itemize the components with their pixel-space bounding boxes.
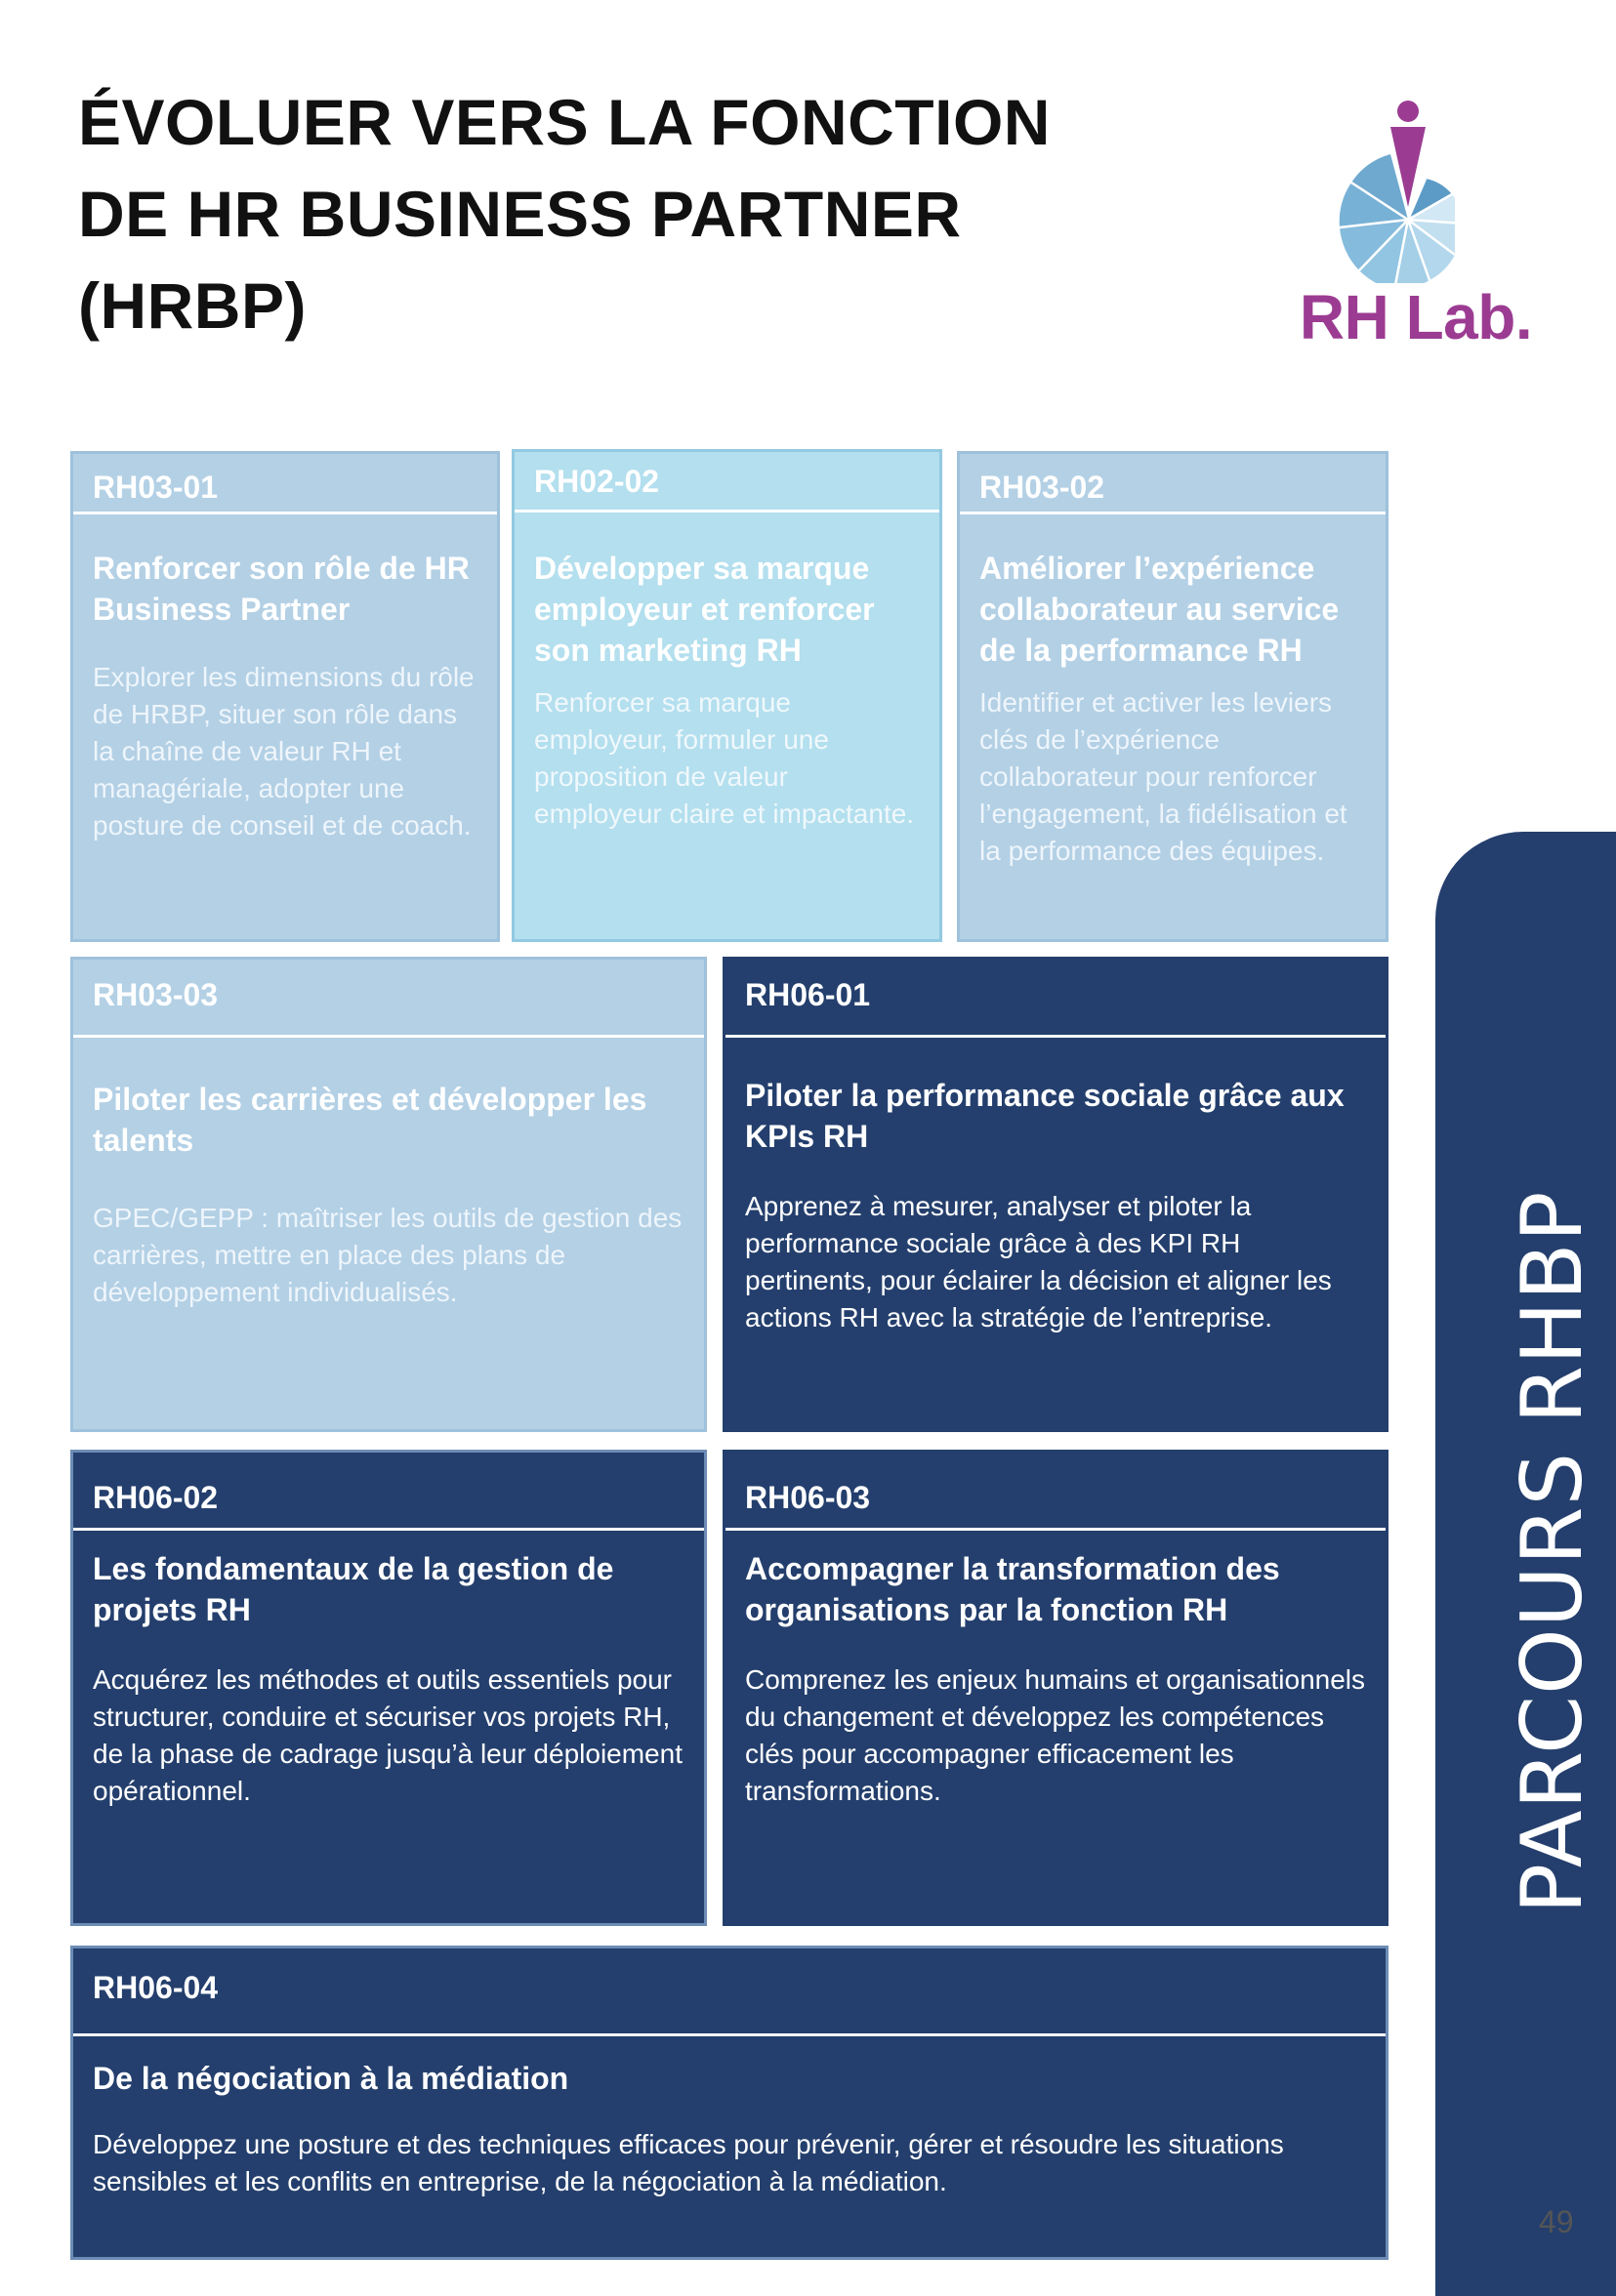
course-code: RH02-02 <box>515 452 939 512</box>
course-code: RH06-04 <box>73 1948 1386 2036</box>
course-title: Piloter la performance sociale grâce aux KPIs RH <box>745 1078 1345 1154</box>
page-number: 49 <box>1539 2204 1574 2239</box>
course-card-rh06-04[interactable] <box>70 1946 1388 2260</box>
course-code: RH03-01 <box>73 454 497 514</box>
course-description: GPEC/GEPP : maîtriser les outils de gestion des carrières, mettre en place des plans de développement individualisés. <box>93 1203 683 1307</box>
page-title <box>78 76 1113 351</box>
course-description: Apprenez à mesurer, analyser et piloter la performance sociale grâce à des KPI RH pertinents, pour éclairer la décision et aligner les actions RH avec la stratégie de l’entreprise. <box>745 1191 1332 1332</box>
title-line-2: DE HR BUSINESS PARTNER <box>78 178 962 250</box>
course-title: Renforcer son rôle de HR Business Partner <box>93 551 470 627</box>
course-description: Identifier et activer les leviers clés de l’expérience collaborateur pour renforcer l’engagement, la fidélisation et la performance des équipes. <box>979 687 1347 866</box>
title-line-3: (HRBP) <box>78 269 307 342</box>
course-title: Les fondamentaux de la gestion de projets RH <box>93 1551 614 1627</box>
course-title: Développer sa marque employeur et renforcer son marketing RH <box>534 551 875 668</box>
course-card-rh06-03[interactable] <box>723 1450 1388 1926</box>
course-card-rh03-02[interactable] <box>957 451 1388 942</box>
spiral-fan-icon <box>1328 98 1455 283</box>
course-description: Explorer les dimensions du rôle de HRBP, situer son rôle dans la chaîne de valeur RH et managériale, adopter une posture de conseil et de coach. <box>93 662 475 840</box>
side-tab-label: PARCOURS RHBP <box>1504 1190 1601 1914</box>
course-title: De la négociation à la médiation <box>93 2061 569 2096</box>
course-code: RH03-02 <box>960 454 1386 514</box>
course-code: RH06-03 <box>725 1453 1386 1531</box>
course-code: RH06-01 <box>725 960 1386 1038</box>
course-title: Accompagner la transformation des organisations par la fonction RH <box>745 1551 1280 1627</box>
course-title: Piloter les carrières et développer les talents <box>93 1082 647 1158</box>
course-code: RH03-03 <box>73 960 704 1038</box>
course-description: Comprenez les enjeux humains et organisationnels du changement et développez les compétences clés pour accompagner efficacement les transformations. <box>745 1664 1366 1806</box>
course-description: Développez une posture et des techniques efficaces pour prévenir, gérer et résoudre les situations sensibles et les conflits en entreprise, de la négociation à la médiation. <box>93 2129 1284 2196</box>
course-description: Acquérez les méthodes et outils essentiels pour structurer, conduire et sécuriser vos projets RH, de la phase de cadrage jusqu’à leur déploiement opérationnel. <box>93 1664 683 1806</box>
course-title: Améliorer l’expérience collaborateur au service de la performance RH <box>979 551 1340 668</box>
course-card-rh03-01[interactable] <box>70 451 500 942</box>
course-code: RH06-02 <box>73 1453 704 1531</box>
rh-lab-logo <box>1289 98 1543 351</box>
logo-text: RH Lab. <box>1299 282 1533 352</box>
title-line-1: ÉVOLUER VERS LA FONCTION <box>78 86 1051 158</box>
course-description: Renforcer sa marque employeur, formuler une proposition de valeur employeur claire et impactante. <box>534 687 915 829</box>
course-card-rh03-03[interactable] <box>70 957 707 1432</box>
course-card-rh02-02[interactable] <box>512 449 942 942</box>
course-card-rh06-01[interactable] <box>723 957 1388 1432</box>
course-card-rh06-02[interactable] <box>70 1450 707 1926</box>
